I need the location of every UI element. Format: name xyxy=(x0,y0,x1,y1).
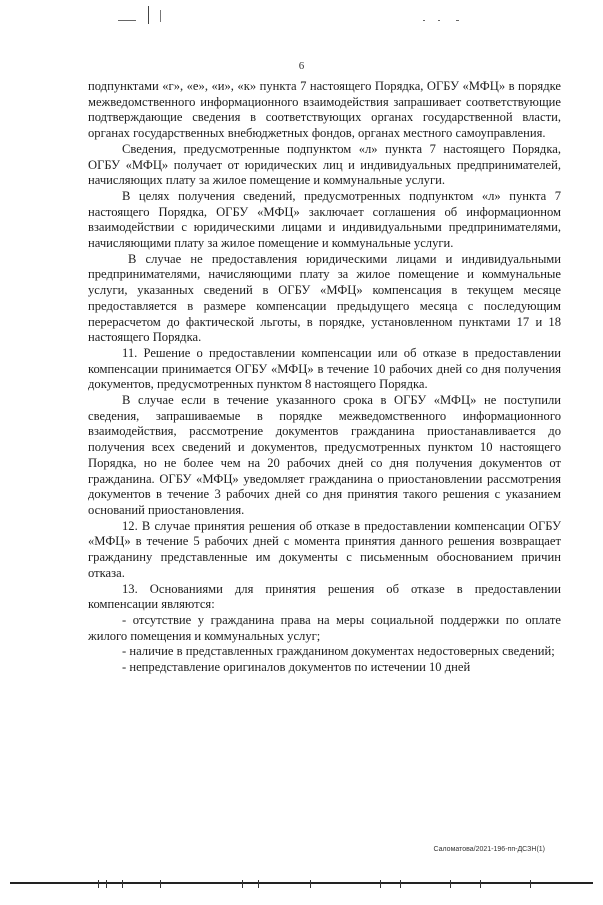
scan-top-artifacts xyxy=(118,6,478,26)
document-body xyxy=(88,79,561,676)
list-item: - непредставление оригиналов документов по истечении 10 дней xyxy=(122,660,471,675)
scan-bottom-border xyxy=(10,880,593,886)
paragraph-continuation: подпунктами «г», «е», «и», «к» пункта 7 настоящего Порядка, ОГБУ «МФЦ» в порядке межведомственного информационного взаимодействия запрашивает соответствующие подтверждающие сведения в соответствующих органах государственной власти, органах государственных внебюджетных фондов, органах местного самоуправления. xyxy=(88,79,561,141)
page-number: 6 xyxy=(298,60,305,72)
list-item: - наличие в представленных гражданином документах недостоверных сведений; xyxy=(122,644,555,659)
paragraph: В случае если в течение указанного срока в ОГБУ «МФЦ» не поступили сведения, запрашиваемые в порядке межведомственного информационного взаимодействия, рассмотрение документов гражданина приостанавливается до получения всех сведений и документов, предусмотренных пунктом 10 настоящего Порядка, но не более чем на 20 рабочих дней со дня получения документов от гражданина. ОГБУ «МФЦ» уведомляет гражданина о приостановлении рассмотрения документов в течение 3 рабочих дней со дня принятия такого решения с указанием оснований приостановления. xyxy=(88,393,561,517)
list-item: - отсутствие у гражданина права на меры социальной поддержки по оплате жилого помещения и коммунальных услуг; xyxy=(88,612,561,643)
paragraph-clause-12: 12. В случае принятия решения об отказе в предоставлении компенсации ОГБУ «МФЦ» в течение 5 рабочих дней с момента принятия данного решения возвращает гражданину представленные им документы с письменным обоснованием причин отказа. xyxy=(88,518,561,580)
paragraph: В случае не предоставления юридическими лицами и индивидуальными предпринимателями, начисляющими плату за жилое помещение и коммунальные услуги, указанных сведений в ОГБУ «МФЦ» компенсация в текущем месяце предоставляется в размере компенсации предыдущего месяца с последующим перерасчетом до фактической льготы, в порядке, установленном пунктами 17 и 18 настоящего Порядка. xyxy=(88,251,561,345)
paragraph: В целях получения сведений, предусмотренных подпунктом «л» пункта 7 настоящего Порядка, ОГБУ «МФЦ» заключает соглашения об информационном взаимодействии с юридическими лицами и индивидуальными предпринимателями, начисляющими плату за жилое помещение и коммунальные услуги. xyxy=(88,188,561,251)
paragraph-clause-11: 11. Решение о предоставлении компенсации или об отказе в предоставлении компенсации принимается ОГБУ «МФЦ» в течение 10 рабочих дней со дня получения документов, предусмотренных пунктом 8 настоящего Порядка. xyxy=(88,345,561,392)
paragraph-clause-13: 13. Основаниями для принятия решения об отказе в предоставлении компенсации являются: xyxy=(88,581,561,612)
document-id: Саломатова/2021-196-пп-ДСЗН(1) xyxy=(433,846,545,853)
paragraph: Сведения, предусмотренные подпунктом «л» пункта 7 настоящего Порядка, ОГБУ «МФЦ» получает от юридических лиц и индивидуальных предпринимателей, начисляющих плату за жилое помещение и коммунальные услуги. xyxy=(88,141,561,188)
